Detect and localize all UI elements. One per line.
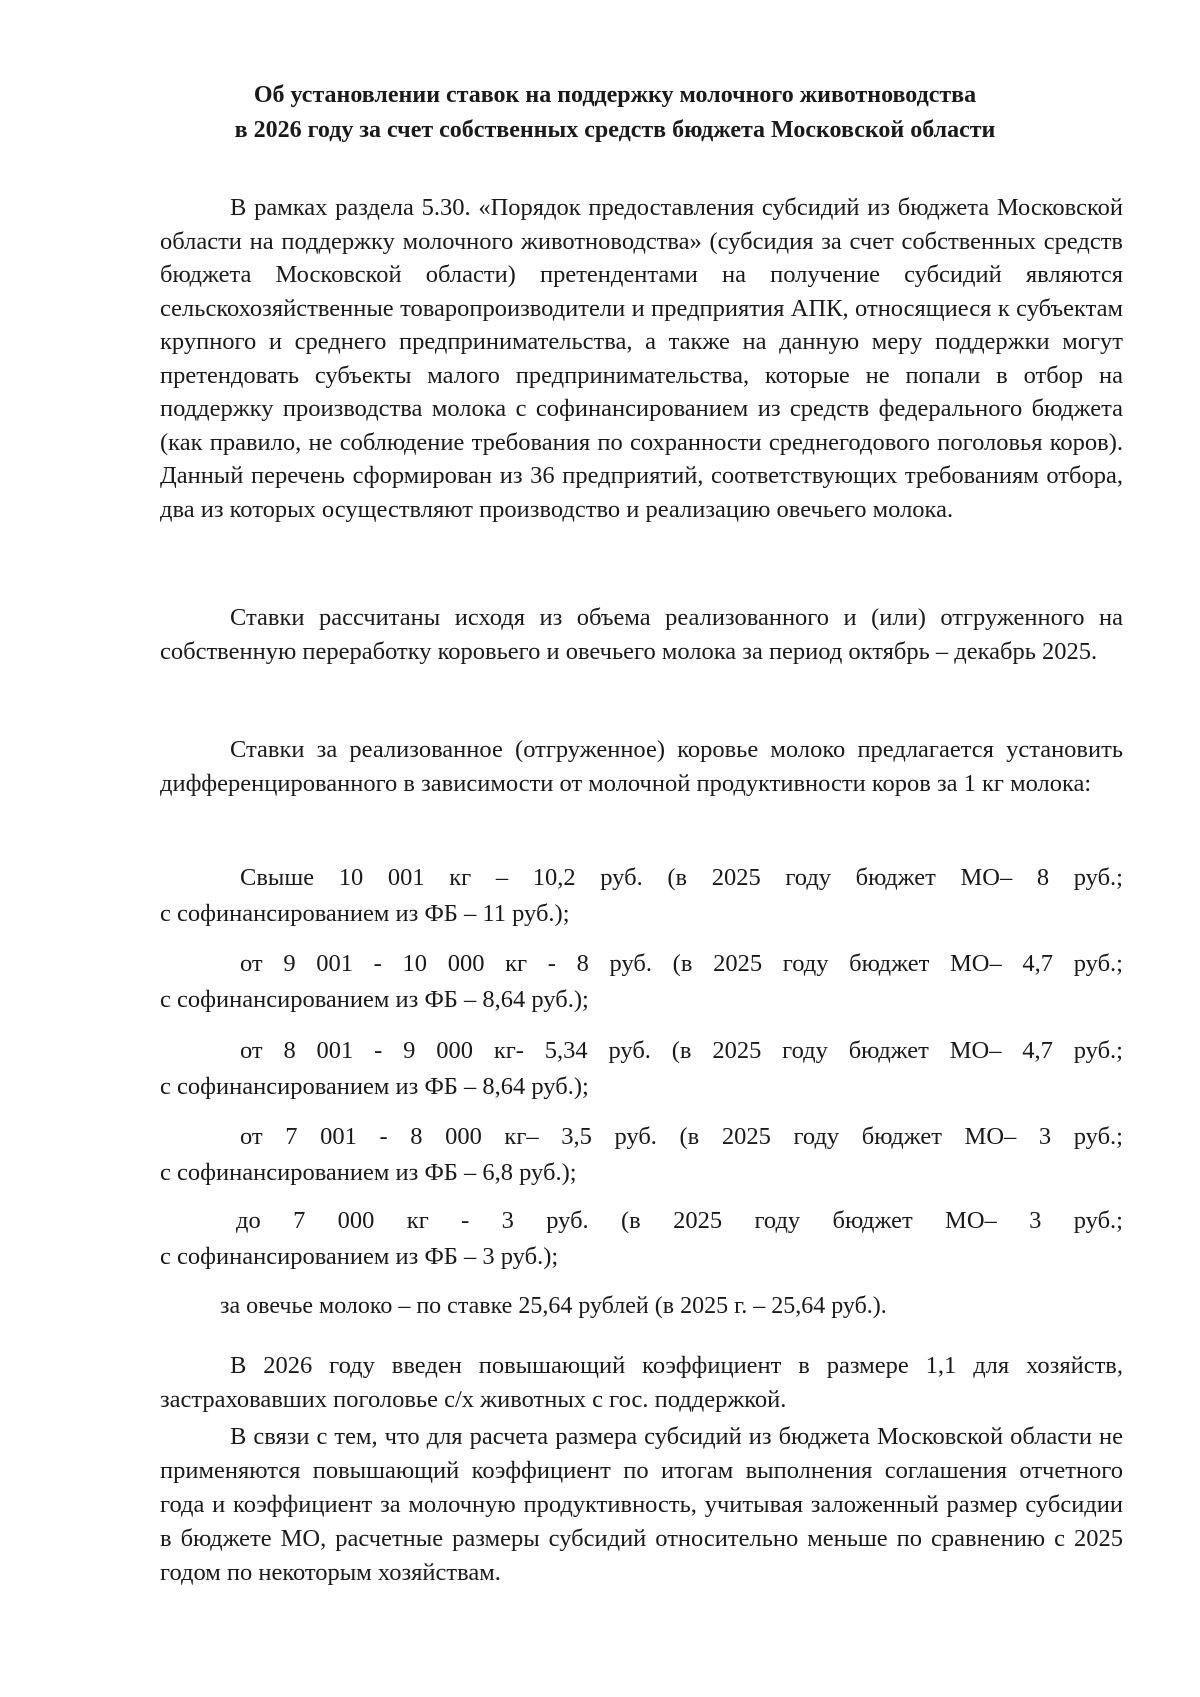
rate-line-1: от 7 001 - 8 000 кг– 3,5 руб. (в 2025 году бюджет МО– 3 руб.; xyxy=(240,1123,1123,1150)
rate-item xyxy=(160,946,1123,1018)
rate-line-2: с софинансированием из ФБ – 8,64 руб.); xyxy=(160,1073,589,1100)
rate-item xyxy=(160,1119,1123,1191)
title-line-1: Об установлении ставок на поддержку молочного животноводства xyxy=(253,82,977,108)
paragraph-rate-basis: Ставки рассчитаны исходя из объема реализованного и (или) отгруженного на собственную переработку коровьего и овечьего молока за период октябрь – декабрь 2025. xyxy=(160,604,1123,665)
rate-line-1: от 8 001 - 9 000 кг- 5,34 руб. (в 2025 году бюджет МО– 4,7 руб.; xyxy=(240,1037,1123,1064)
rate-item xyxy=(160,860,1123,932)
paragraph-insurance-coefficient: В 2026 году введен повышающий коэффициент в размере 1,1 для хозяйств, застраховавших поголовье с/х животных с гос. поддержкой. xyxy=(160,1352,1123,1413)
paragraph-eligibility: В рамках раздела 5.30. «Порядок предоставления субсидий из бюджета Московской области на поддержку молочного животноводства» (субсидия за счет собственных средств бюджета Московской области) претендентами на получение субсидий являются сельскохозяйственные товаропроизводители и предприятия АПК, относящиеся к субъектам крупного и среднего предпринимательства, а также на данную меру поддержки могут претендовать субъекты малого предпринимательства, которые не попали в отбор на поддержку производства молока с софинансированием из средств федерального бюджета (как правило, не соблюдение требования по сохранности среднегодового поголовья коров). Данный перечень сформирован из 36 предприятий, соответствующих требованиям отбора, два из которых осуществляют производство и реализацию овечьего молока. xyxy=(160,194,1123,523)
rate-item xyxy=(160,1033,1123,1105)
rate-line-1: до 7 000 кг - 3 руб. (в 2025 году бюджет МО– 3 руб.; xyxy=(236,1207,1123,1234)
rate-line-2: с софинансированием из ФБ – 11 руб.); xyxy=(160,900,570,927)
rate-line-1: от 9 001 - 10 000 кг - 8 руб. (в 2025 году бюджет МО– 4,7 руб.; xyxy=(240,950,1123,977)
rate-line-2: с софинансированием из ФБ – 8,64 руб.); xyxy=(160,986,589,1013)
sheep-milk-rate: за овечье молоко – по ставке 25,64 рублей (в 2025 г. – 25,64 руб.). xyxy=(220,1293,887,1319)
rate-line-2: с софинансированием из ФБ – 6,8 руб.); xyxy=(160,1159,577,1186)
paragraph-subsidy-comparison: В связи с тем, что для расчета размера субсидий из бюджета Московской области не применяются повышающий коэффициент по итогам выполнения соглашения отчетного года и коэффициент за молочную продуктивность, учитывая заложенный размер субсидии в бюджете МО, расчетные размеры субсидий относительно меньше по сравнению с 2025 годом по некоторым хозяйствам. xyxy=(160,1423,1123,1586)
rate-line-1: Свыше 10 001 кг – 10,2 руб. (в 2025 году бюджет МО– 8 руб.; xyxy=(240,864,1123,891)
document-title xyxy=(120,78,1110,148)
title-line-2: в 2026 году за счет собственных средств бюджета Московской области xyxy=(234,117,996,143)
rate-item xyxy=(160,1203,1123,1275)
paragraph-differentiated-rates: Ставки за реализованное (отгруженное) коровье молоко предлагается установить дифференцированного в зависимости от молочной продуктивности коров за 1 кг молока: xyxy=(160,736,1123,797)
rate-line-2: с софинансированием из ФБ – 3 руб.); xyxy=(160,1243,559,1270)
